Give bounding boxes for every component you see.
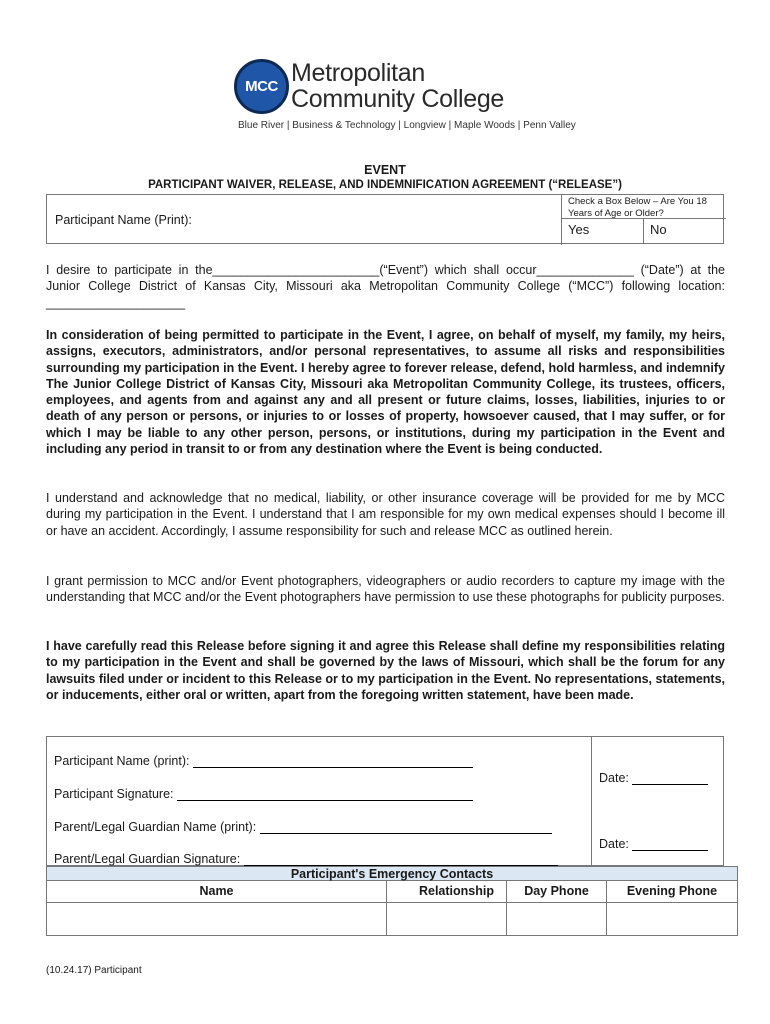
guardian-name-line[interactable] — [260, 821, 552, 834]
evening-phone-column — [607, 881, 737, 935]
participant-name-line[interactable] — [193, 755, 473, 768]
release-paragraph: In consideration of being permitted to participate in the Event, I agree, on behalf of myself, my family, my heirs, assigns, executors, administrators, and/or personal representatives, to assume all risks and responsibilities surrounding my participation in the Event. I hereby agree to forever release, defend, hold harmless, and indemnify The Junior College District of Kansas City, Missouri aka Metropolitan Community College, its trustees, officers, employees, and agents from and against any and all present or future claims, losses, liabilities, injuries to or death of any person or persons, or injuries to or losses of property, howsoever caused, that I may suffer, or for which I may be liable to any other person, persons, or institutions, during my participation in the Event and including any period in transit to or from any destination where the Event is being conducted. — [46, 328, 725, 457]
participant-name-print-label: Participant Name (print): — [54, 754, 190, 768]
document-subtitle: PARTICIPANT WAIVER, RELEASE, AND INDEMNIFICATION AGREEMENT (“RELEASE”) — [148, 179, 622, 191]
age-question: Check a Box Below – Are You 18 Years of Age or Older? — [568, 196, 707, 219]
name-header: Name — [47, 881, 386, 903]
age-no-option[interactable]: No — [644, 218, 726, 244]
logo-name-line1: Metropolitan — [291, 59, 425, 87]
date-row-1 — [599, 771, 708, 785]
participant-name-label: Participant Name (Print): — [55, 213, 192, 227]
logo-badge-text: MCC — [245, 78, 278, 95]
mcc-logo — [234, 56, 576, 136]
media-permission-paragraph: I grant permission to MCC and/or Event photographers, videographers or audio recorders to capture my image with the understanding that MCC and/or the Event photographers have permission to use these photographs for publicity purposes. — [46, 574, 725, 605]
age-yes-option[interactable]: Yes — [562, 218, 644, 244]
guardian-signature-line[interactable] — [244, 853, 558, 866]
day-phone-header: Day Phone — [507, 881, 606, 903]
age-check-box — [561, 194, 725, 245]
signature-divider — [591, 737, 592, 866]
date-line-1[interactable] — [632, 772, 708, 785]
logo-name-line2: Community College — [291, 85, 505, 113]
evening-phone-header: Evening Phone — [607, 881, 737, 903]
relationship-column — [387, 881, 507, 935]
mcc-badge-icon — [234, 59, 289, 114]
date-row-2 — [599, 837, 708, 851]
document-title: EVENT — [364, 163, 406, 177]
guardian-signature-label: Parent/Legal Guardian Signature: — [54, 852, 241, 866]
form-version-footer: (10.24.17) Participant — [46, 965, 142, 976]
participant-signature-row — [54, 787, 473, 801]
logo-campuses: Blue River | Business & Technology | Longview | Maple Woods | Penn Valley — [238, 120, 576, 131]
date-line-2[interactable] — [632, 838, 708, 851]
guardian-name-row — [54, 820, 552, 834]
name-column — [47, 881, 387, 935]
signature-block — [46, 736, 724, 866]
day-phone-column — [507, 881, 607, 935]
participant-name-box — [46, 194, 724, 244]
guardian-signature-row — [54, 852, 558, 866]
participant-name-row — [54, 754, 473, 768]
relationship-header: Relationship — [387, 881, 506, 903]
participant-signature-label: Participant Signature: — [54, 787, 174, 801]
date-label-1: Date: — [599, 771, 629, 785]
participant-signature-line[interactable] — [177, 788, 473, 801]
date-label-2: Date: — [599, 837, 629, 851]
acknowledgement-paragraph: I have carefully read this Release before signing it and agree this Release shall define my responsibilities relating to my participation in the Event and shall be governed by the laws of Missouri, which shall be the forum for any lawsuits filed under or incident to this Release or to my participation in the Event. No representations, statements, or inducements, either oral or written, apart from the foregoing written statement, have been made. — [46, 639, 725, 702]
insurance-paragraph: I understand and acknowledge that no medical, liability, or other insurance coverage will be provided for me by MCC during my participation in the Event. I understand that I am responsible for my own medical expenses should I become ill or have an accident. Accordingly, I assume responsibility for such and release MCC as outlined herein. — [46, 491, 725, 538]
emergency-contacts-table — [46, 866, 738, 936]
emergency-contacts-title: Participant's Emergency Contacts — [47, 867, 737, 881]
guardian-name-label: Parent/Legal Guardian Name (print): — [54, 820, 257, 834]
event-details-paragraph: I desire to participate in the________________________(“Event”) which shall occur______________ (“Date”) at the Junior College District of Kansas City, Missouri aka Metropolitan Community College (“MCC”) following location: ____________________ — [46, 263, 725, 310]
